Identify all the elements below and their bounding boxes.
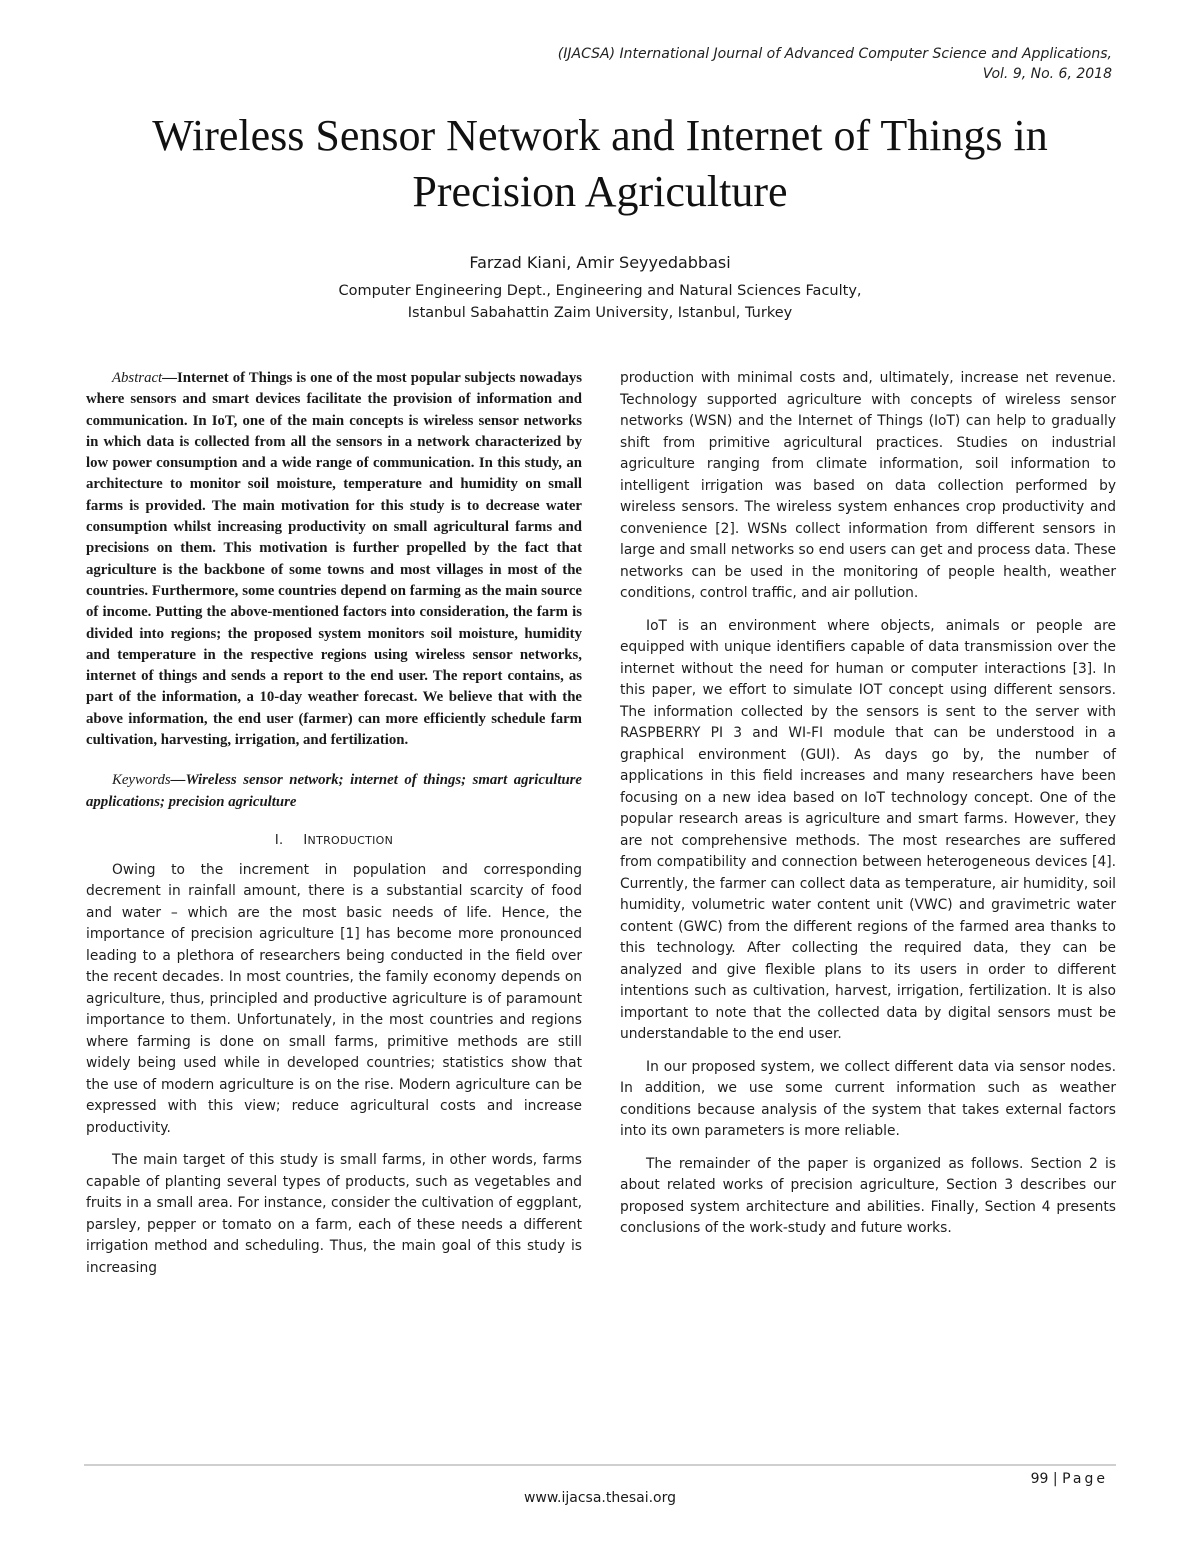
- page-number-value: 99: [1030, 1471, 1049, 1487]
- abstract-dash: —: [162, 370, 177, 386]
- left-column: [86, 368, 582, 1290]
- journal-name: (IJACSA) International Journal of Advanced Computer Science and Applications,: [557, 46, 1112, 62]
- section-heading-introduction: [86, 833, 582, 848]
- keywords-dash: —: [170, 772, 186, 789]
- page-number-separator: |: [1048, 1471, 1063, 1487]
- section-number: I.: [274, 832, 284, 848]
- abstract-text: Internet of Things is one of the most popular subjects nowadays where sensors and smart devices facilitate the provision of information and communication. In IoT, one of the main concepts is wireless sensor networks in which data is collected from all the sensors in a network characterized by low power consumption and a wide range of communication. In this study, an architecture to monitor soil moisture, temperature and humidity on small farms is provided. The main motivation for this study is to decrease water consumption whilst increasing productivity on small agricultural farms and precisions on them. This motivation is further propelled by the fact that agriculture is the backbone of some towns and most villages in most of the countries. Furthermore, some countries depend on farming as the main source of income. Putting the above-mentioned factors into consideration, the farm is divided into regions; the proposed system monitors soil moisture, humidity and temperature in the respective regions using wireless sensor networks, internet of things and sends a report to the end user. The report contains, as part of the information, a 10-day weather forecast. We believe that with the above information, the end user (farmer) can more efficiently schedule farm cultivation, harvesting, irrigation, and fertilization.: [86, 370, 582, 749]
- intro-paragraph-5: The remainder of the paper is organized as follows. Section 2 is about related works of precision agriculture, Section 3 describes our proposed system architecture and abilities. Finally, Section 4 presents conclusions of the work-study and future works.: [620, 1155, 1116, 1236]
- journal-header: [412, 44, 1112, 84]
- page-word: Page: [1062, 1471, 1108, 1487]
- paper-title: [80, 108, 1120, 220]
- paper-title-line-2: Precision Agriculture: [412, 167, 788, 216]
- section-title-rest: NTRODUCTION: [307, 833, 394, 847]
- journal-volume: Vol. 9, No. 6, 2018: [982, 66, 1112, 82]
- author-list: Farzad Kiani, Amir Seyyedabbasi: [469, 253, 731, 272]
- intro-paragraph-3: IoT is an environment where objects, animals or people are equipped with unique identifiers capable of data transmission over the internet without the need for human or computer interactions [3]. In this paper, we effort to simulate IOT concept using different sensors. The information collected by the sensors is sent to the server with RASPBERRY PI 3 and WI-FI module that can be understood in a graphical environment (GUI). As days go by, the number of applications in this field increases and many researchers have been focusing on a new idea based on IoT technology concept. One of the popular research areas is agriculture and smart farms. However, they are not comprehensive methods. The most researches are suffered from compatibility and connection between heterogeneous devices [4]. Currently, the farmer can collect data as temperature, air humidity, soil humidity, volumetric water content unit (VWC) and gravimetric water content (GWC) from the different regions of the farmed area thanks to this technology. After collecting the required data, they can be analyzed and give flexible plans to its users in order to different intentions such as cultivation, harvest, irrigation, fertilization. It is also important to note that the collected data by digital sensors must be understandable to the end user.: [620, 617, 1116, 1042]
- keywords-text: Wireless sensor network; internet of things; smart agriculture applications; precision agriculture: [86, 772, 582, 810]
- affiliation-line-1: Computer Engineering Dept., Engineering and Natural Sciences Faculty,: [338, 283, 862, 299]
- right-column: [620, 368, 1116, 1251]
- affiliation: [100, 280, 1100, 324]
- paper-title-line-1: Wireless Sensor Network and Internet of Things in: [152, 111, 1048, 160]
- abstract: [86, 368, 582, 751]
- keywords-label: Keywords: [112, 772, 171, 789]
- page-number: [1031, 1471, 1108, 1487]
- section-title-initial: I: [303, 832, 308, 848]
- journal-website: www.ijacsa.thesai.org: [523, 1490, 677, 1506]
- intro-paragraph-4: In our proposed system, we collect different data via sensor nodes. In addition, we use some current information such as weather conditions because analysis of the system that takes external factors into its own parameters is more reliable.: [620, 1058, 1116, 1139]
- affiliation-line-2: Istanbul Sabahattin Zaim University, Istanbul, Turkey: [407, 305, 793, 321]
- abstract-label: Abstract: [112, 370, 163, 386]
- footer-divider: [84, 1464, 1116, 1466]
- intro-paragraph-2-continued: production with minimal costs and, ultimately, increase net revenue. Technology supported agriculture with concepts of wireless sensor networks (WSN) and the Internet of Things (IoT) can help to gradually shift from primitive agricultural practices. Studies on industrial agriculture ranging from climate information, soil information to intelligent irrigation was based on data collection performed by wireless sensors. The wireless system enhances crop productivity and convenience [2]. WSNs collect information from different sensors in large and small networks so end users can get and process data. These networks can be used in the monitoring of people health, weather conditions, control traffic, and air pollution.: [620, 370, 1116, 601]
- keywords: [86, 770, 582, 813]
- intro-paragraph-2: The main target of this study is small farms, in other words, farms capable of planting several types of products, such as vegetables and fruits in a small area. For instance, consider the cultivation of eggplant, parsley, pepper or tomato on a farm, each of these needs a different irrigation method and scheduling. Thus, the main goal of this study is increasing: [86, 1152, 582, 1276]
- intro-paragraph-1: Owing to the increment in population and corresponding decrement in rainfall amount, there is a substantial scarcity of food and water – which are the most basic needs of life. Hence, the importance of precision agriculture [1] has become more pronounced leading to a plethora of researchers being conducted in the field over the recent decades. In most countries, the family economy depends on agriculture, thus, principled and productive agriculture is of paramount importance to them. Unfortunately, in the most countries and regions where farming is done on small farms, primitive methods are still widely being used while in developed countries; statistics show that the use of modern agriculture is on the rise. Modern agriculture can be expressed with this view; reduce agricultural costs and increase productivity.: [86, 861, 582, 1136]
